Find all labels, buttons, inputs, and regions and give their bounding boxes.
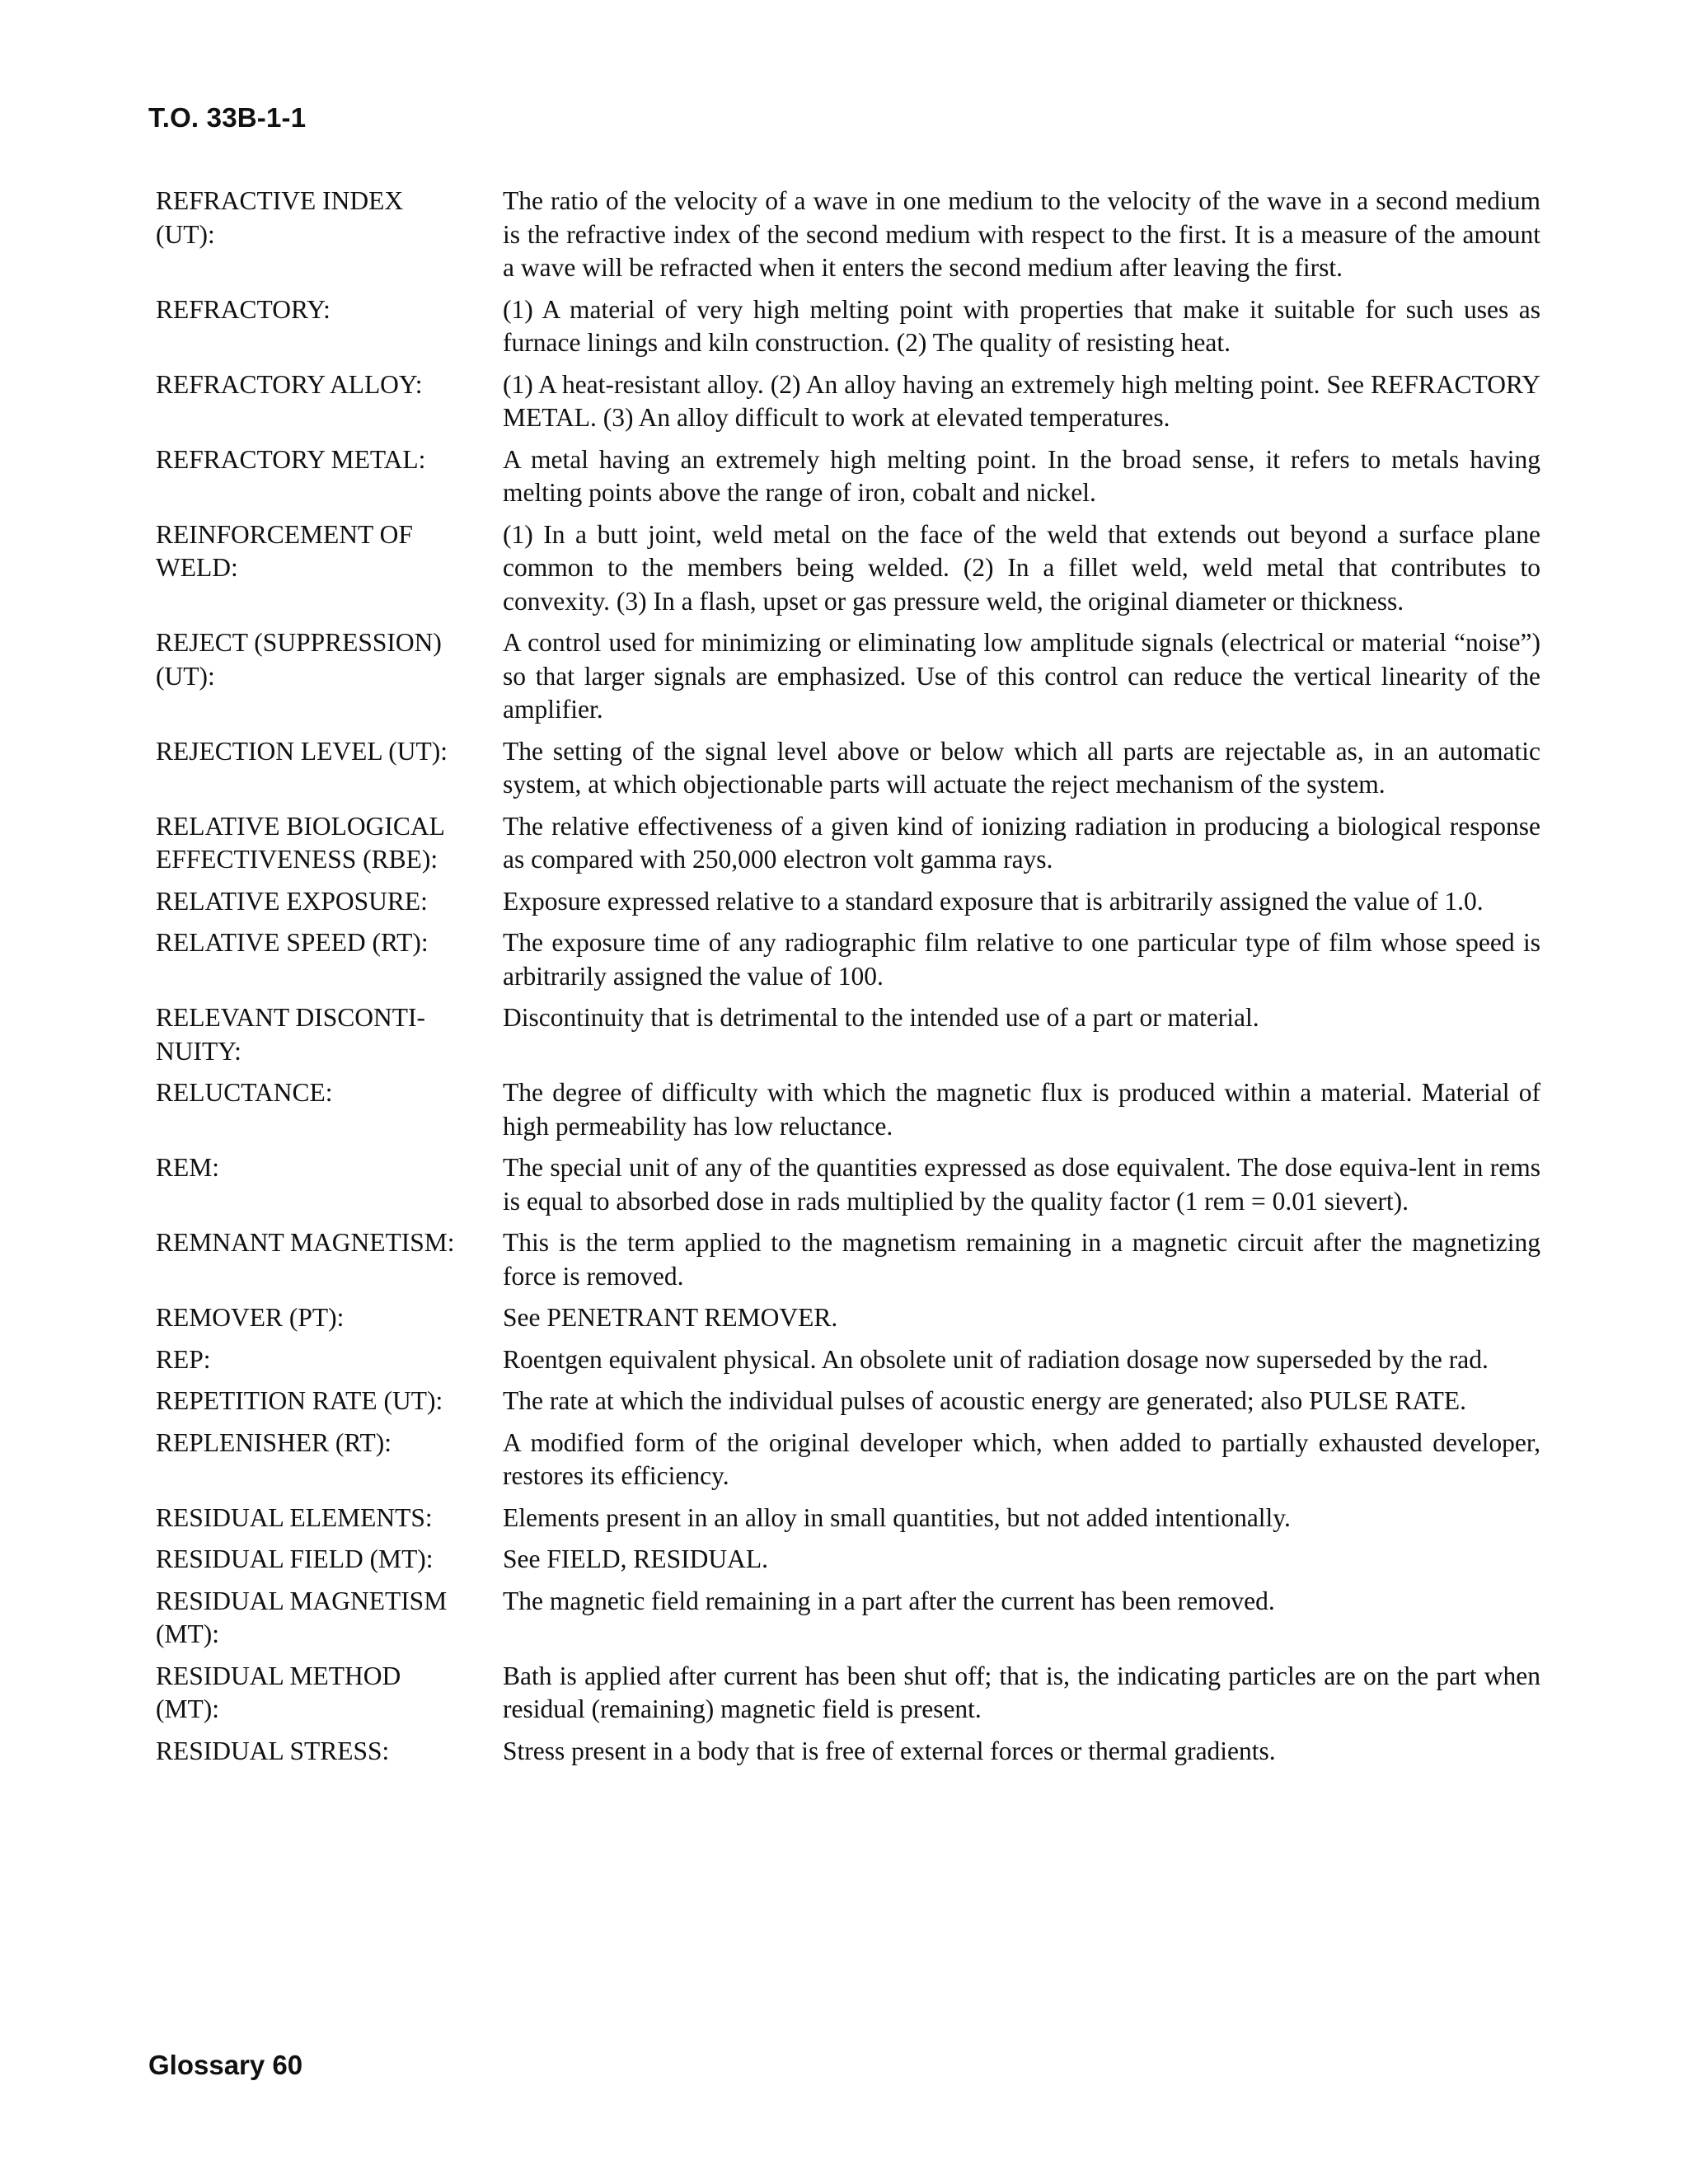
- document-id-header: T.O. 33B-1-1: [148, 102, 307, 133]
- glossary-term: REM:: [156, 1153, 220, 1182]
- glossary-term: REP:: [156, 1344, 211, 1374]
- glossary-entry: [156, 293, 1540, 360]
- glossary-term: REJECTION LEVEL (UT):: [156, 736, 448, 766]
- glossary-entry: [156, 885, 1540, 919]
- glossary-definition: (1) In a butt joint, weld metal on the face of the weld that extends out beyond a surface plane common to the members being welded. (2) In a fillet weld, weld metal that contributes to convexity. (3) In a flash, upset or gas pressure weld, the original diameter or thickness.: [503, 519, 1540, 616]
- glossary-definition: The magnetic field remaining in a part after the current has been removed.: [503, 1586, 1275, 1615]
- glossary-list: [156, 185, 1540, 1776]
- glossary-term: REPLENISHER (RT):: [156, 1427, 392, 1457]
- glossary-definition: Bath is applied after current has been shut off; that is, the indicating particles are on the part when residual (remaining) magnetic field is present.: [503, 1661, 1540, 1723]
- glossary-entry: [156, 1076, 1540, 1143]
- glossary-definition: (1) A heat-resistant alloy. (2) An alloy having an extremely high melting point. See REFRACTORY METAL. (3) An alloy difficult to work at elevated temperatures.: [503, 369, 1540, 432]
- glossary-definition: The setting of the signal level above or below which all parts are rejectable as, in an automatic system, at which objectionable parts will actuate the reject mechanism of the system.: [503, 736, 1540, 799]
- glossary-definition: Discontinuity that is detrimental to the intended use of a part or material.: [503, 1003, 1259, 1032]
- glossary-term: RELATIVE EXPOSURE:: [156, 886, 428, 916]
- glossary-term: RESIDUAL METHOD (MT):: [156, 1661, 401, 1723]
- glossary-term: RESIDUAL FIELD (MT):: [156, 1544, 434, 1573]
- glossary-entry: [156, 1343, 1540, 1377]
- glossary-entry: [156, 1543, 1540, 1577]
- glossary-definition: The ratio of the velocity of a wave in one medium to the velocity of the wave in a second medium is the refractive index of the second medium with respect to the first. It is a measure of the amount a wave will be refracted when it enters the second medium after leaving the first.: [503, 186, 1540, 282]
- glossary-term: RELATIVE SPEED (RT):: [156, 928, 429, 957]
- glossary-definition: See FIELD, RESIDUAL.: [503, 1544, 768, 1573]
- glossary-definition: (1) A material of very high melting point with properties that make it suitable for such uses as furnace linings and kiln construction. (2) The quality of resisting heat.: [503, 294, 1540, 357]
- glossary-term: REMNANT MAGNETISM:: [156, 1228, 455, 1257]
- page-number-footer: Glossary 60: [148, 2050, 303, 2080]
- glossary-definition: See PENETRANT REMOVER.: [503, 1303, 838, 1332]
- glossary-definition: The rate at which the individual pulses of acoustic energy are generated; also PULSE RATE.: [503, 1386, 1466, 1415]
- glossary-entry: [156, 1226, 1540, 1293]
- glossary-term: RELUCTANCE:: [156, 1078, 333, 1107]
- glossary-entry: [156, 443, 1540, 510]
- glossary-definition: A modified form of the original developer which, when added to partially exhausted developer, restores its efficiency.: [503, 1427, 1540, 1490]
- glossary-entry: [156, 1001, 1540, 1068]
- glossary-entry: [156, 1385, 1540, 1418]
- glossary-definition: Stress present in a body that is free of external forces or thermal gradients.: [503, 1736, 1276, 1765]
- glossary-term: REINFORCEMENT OF WELD:: [156, 519, 413, 582]
- glossary-definition: Roentgen equivalent physical. An obsolete unit of radiation dosage now superseded by the rad.: [503, 1344, 1489, 1374]
- glossary-term: RELATIVE BIOLOGICAL EFFECTIVENESS (RBE):: [156, 811, 445, 874]
- glossary-term: REFRACTORY:: [156, 294, 331, 324]
- glossary-term: REPETITION RATE (UT):: [156, 1386, 443, 1415]
- glossary-entry: [156, 1427, 1540, 1493]
- glossary-definition: The relative effectiveness of a given kind of ionizing radiation in producing a biological response as compared with 250,000 electron volt gamma rays.: [503, 811, 1540, 874]
- glossary-definition: Elements present in an alloy in small quantities, but not added intentionally.: [503, 1502, 1291, 1532]
- glossary-term: REFRACTORY ALLOY:: [156, 369, 423, 399]
- glossary-definition: The special unit of any of the quantities expressed as dose equivalent. The dose equiva-lent in rems is equal to absorbed dose in rads multiplied by the quality factor (1 rem = 0.01 sievert).: [503, 1153, 1540, 1216]
- glossary-entry: [156, 1735, 1540, 1769]
- glossary-entry: [156, 810, 1540, 877]
- glossary-entry: [156, 735, 1540, 802]
- glossary-term: RESIDUAL STRESS:: [156, 1736, 390, 1765]
- glossary-term: RESIDUAL ELEMENTS:: [156, 1502, 433, 1532]
- glossary-term: REFRACTORY METAL:: [156, 444, 426, 474]
- glossary-definition: The degree of difficulty with which the magnetic flux is produced within a material. Material of high permeability has low reluctance.: [503, 1078, 1540, 1141]
- glossary-entry: [156, 626, 1540, 727]
- glossary-term: REJECT (SUPPRESSION) (UT):: [156, 628, 442, 691]
- glossary-definition: Exposure expressed relative to a standard exposure that is arbitrarily assigned the value of 1.0.: [503, 886, 1484, 916]
- glossary-entry: [156, 185, 1540, 285]
- glossary-definition: A control used for minimizing or eliminating low amplitude signals (electrical or material “noise”) so that larger signals are emphasized. Use of this control can reduce the vertical linearity of the amplifier.: [503, 628, 1540, 724]
- glossary-definition: A metal having an extremely high melting point. In the broad sense, it refers to metals having melting points above the range of iron, cobalt and nickel.: [503, 444, 1540, 507]
- glossary-entry: [156, 926, 1540, 993]
- glossary-term: RESIDUAL MAGNETISM (MT):: [156, 1586, 448, 1648]
- glossary-term: REMOVER (PT):: [156, 1303, 345, 1332]
- glossary-term: REFRACTIVE INDEX (UT):: [156, 186, 404, 249]
- glossary-entry: [156, 1301, 1540, 1335]
- glossary-entry: [156, 518, 1540, 619]
- glossary-definition: This is the term applied to the magnetism remaining in a magnetic circuit after the magnetizing force is removed.: [503, 1228, 1540, 1291]
- glossary-term: RELEVANT DISCONTI- NUITY:: [156, 1003, 425, 1066]
- glossary-entry: [156, 368, 1540, 435]
- glossary-entry: [156, 1502, 1540, 1535]
- glossary-entry: [156, 1151, 1540, 1218]
- glossary-entry: [156, 1585, 1540, 1652]
- glossary-definition: The exposure time of any radiographic film relative to one particular type of film whose speed is arbitrarily assigned the value of 100.: [503, 928, 1540, 991]
- glossary-entry: [156, 1660, 1540, 1727]
